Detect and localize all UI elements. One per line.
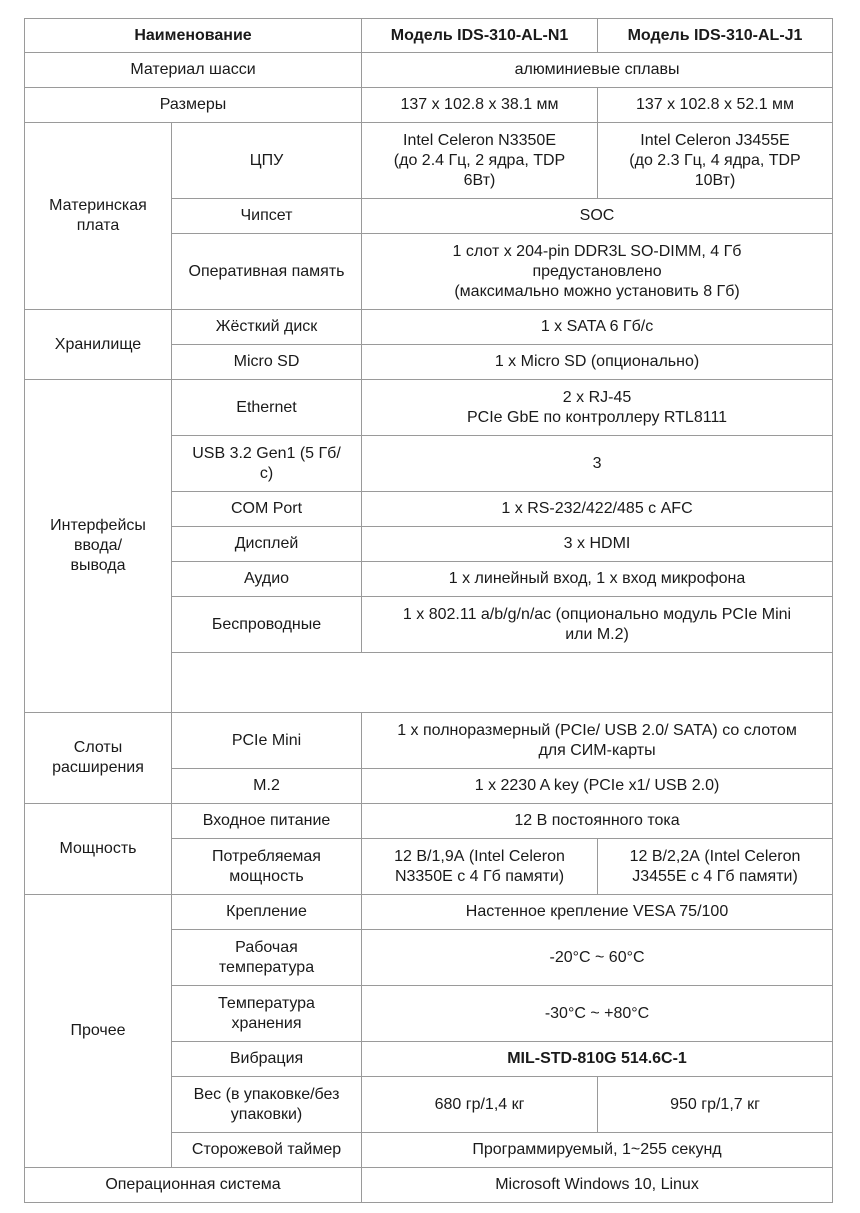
- microsd-value: 1 x Micro SD (опционально): [362, 345, 833, 380]
- m2-label: M.2: [172, 769, 362, 804]
- consumption-n1: 12 В/1,9А (Intel Celeron N3350E с 4 Гб памяти): [362, 839, 598, 895]
- table-header-row: [25, 19, 833, 53]
- storage-temp-label: Температура хранения: [172, 986, 362, 1042]
- table-row: [25, 1168, 833, 1203]
- chassis-label: Материал шасси: [25, 53, 362, 88]
- cpu-label: ЦПУ: [172, 123, 362, 199]
- weight-j1: 950 гр/1,7 кг: [598, 1077, 833, 1133]
- vibration-label: Вибрация: [172, 1042, 362, 1077]
- pcie-mini-value: 1 x полноразмерный (PCIe/ USB 2.0/ SATA) со слотом для СИМ-карты: [362, 713, 833, 769]
- chipset-label: Чипсет: [172, 199, 362, 234]
- audio-label: Аудио: [172, 562, 362, 597]
- other-group: Прочее: [25, 895, 172, 1168]
- audio-value: 1 x линейный вход, 1 x вход микрофона: [362, 562, 833, 597]
- weight-n1: 680 гр/1,4 кг: [362, 1077, 598, 1133]
- os-value: Microsoft Windows 10, Linux: [362, 1168, 833, 1203]
- ethernet-value: 2 x RJ-45 PCIe GbE по контроллеру RTL8111: [362, 380, 833, 436]
- memory-value: 1 слот x 204-pin DDR3L SO-DIMM, 4 Гб предустановлено (максимально можно установить 8 Гб): [362, 234, 833, 310]
- power-input-label: Входное питание: [172, 804, 362, 839]
- power-input-value: 12 В постоянного тока: [362, 804, 833, 839]
- spec-table-wrapper: [24, 18, 832, 1203]
- table-row: [25, 380, 833, 436]
- storage-group: Хранилище: [25, 310, 172, 380]
- header-model-n1: Модель IDS-310-AL-N1: [362, 19, 598, 53]
- cpu-n1: Intel Celeron N3350E (до 2.4 Гц, 2 ядра, TDP 6Вт): [362, 123, 598, 199]
- consumption-label: Потребляемая мощность: [172, 839, 362, 895]
- dimensions-label: Размеры: [25, 88, 362, 123]
- pcie-mini-label: PCIe Mini: [172, 713, 362, 769]
- wireless-value: 1 x 802.11 a/b/g/n/ac (опционально модуль PCIe Mini или M.2): [362, 597, 833, 653]
- table-row: [25, 895, 833, 930]
- mount-label: Крепление: [172, 895, 362, 930]
- ethernet-label: Ethernet: [172, 380, 362, 436]
- wireless-label: Беспроводные: [172, 597, 362, 653]
- hdd-label: Жёсткий диск: [172, 310, 362, 345]
- table-row: [25, 53, 833, 88]
- consumption-j1: 12 В/2,2А (Intel Celeron J3455E с 4 Гб памяти): [598, 839, 833, 895]
- spec-table: [24, 18, 833, 1203]
- motherboard-group: Материнская плата: [25, 123, 172, 310]
- storage-temp-value: -30°C ~ +80°C: [362, 986, 833, 1042]
- chipset-value: SOC: [362, 199, 833, 234]
- io-group: Интерфейсы ввода/ вывода: [25, 380, 172, 713]
- header-name: Наименование: [25, 19, 362, 53]
- watchdog-label: Сторожевой таймер: [172, 1133, 362, 1168]
- hdd-value: 1 x SATA 6 Гб/с: [362, 310, 833, 345]
- dimensions-j1: 137 x 102.8 x 52.1 мм: [598, 88, 833, 123]
- cpu-j1: Intel Celeron J3455E (до 2.3 Гц, 4 ядра, TDP 10Вт): [598, 123, 833, 199]
- memory-label: Оперативная память: [172, 234, 362, 310]
- usb-label: USB 3.2 Gen1 (5 Гб/ с): [172, 436, 362, 492]
- chassis-value: алюминиевые сплавы: [362, 53, 833, 88]
- table-row: [25, 123, 833, 199]
- com-value: 1 x RS-232/422/485 с AFC: [362, 492, 833, 527]
- table-row: [25, 804, 833, 839]
- m2-value: 1 x 2230 A key (PCIe x1/ USB 2.0): [362, 769, 833, 804]
- table-row: [25, 88, 833, 123]
- usb-value: 3: [362, 436, 833, 492]
- dimensions-n1: 137 x 102.8 x 38.1 мм: [362, 88, 598, 123]
- expansion-group: Слоты расширения: [25, 713, 172, 804]
- display-value: 3 x HDMI: [362, 527, 833, 562]
- table-row: [25, 713, 833, 769]
- mount-value: Настенное крепление VESA 75/100: [362, 895, 833, 930]
- watchdog-value: Программируемый, 1~255 секунд: [362, 1133, 833, 1168]
- weight-label: Вес (в упаковке/без упаковки): [172, 1077, 362, 1133]
- header-model-j1: Модель IDS-310-AL-J1: [598, 19, 833, 53]
- display-label: Дисплей: [172, 527, 362, 562]
- com-label: COM Port: [172, 492, 362, 527]
- table-row: [25, 310, 833, 345]
- power-group: Мощность: [25, 804, 172, 895]
- os-label: Операционная система: [25, 1168, 362, 1203]
- op-temp-label: Рабочая температура: [172, 930, 362, 986]
- empty-cell: [172, 653, 833, 713]
- op-temp-value: -20°C ~ 60°C: [362, 930, 833, 986]
- vibration-value: MIL-STD-810G 514.6C-1: [362, 1042, 833, 1077]
- microsd-label: Micro SD: [172, 345, 362, 380]
